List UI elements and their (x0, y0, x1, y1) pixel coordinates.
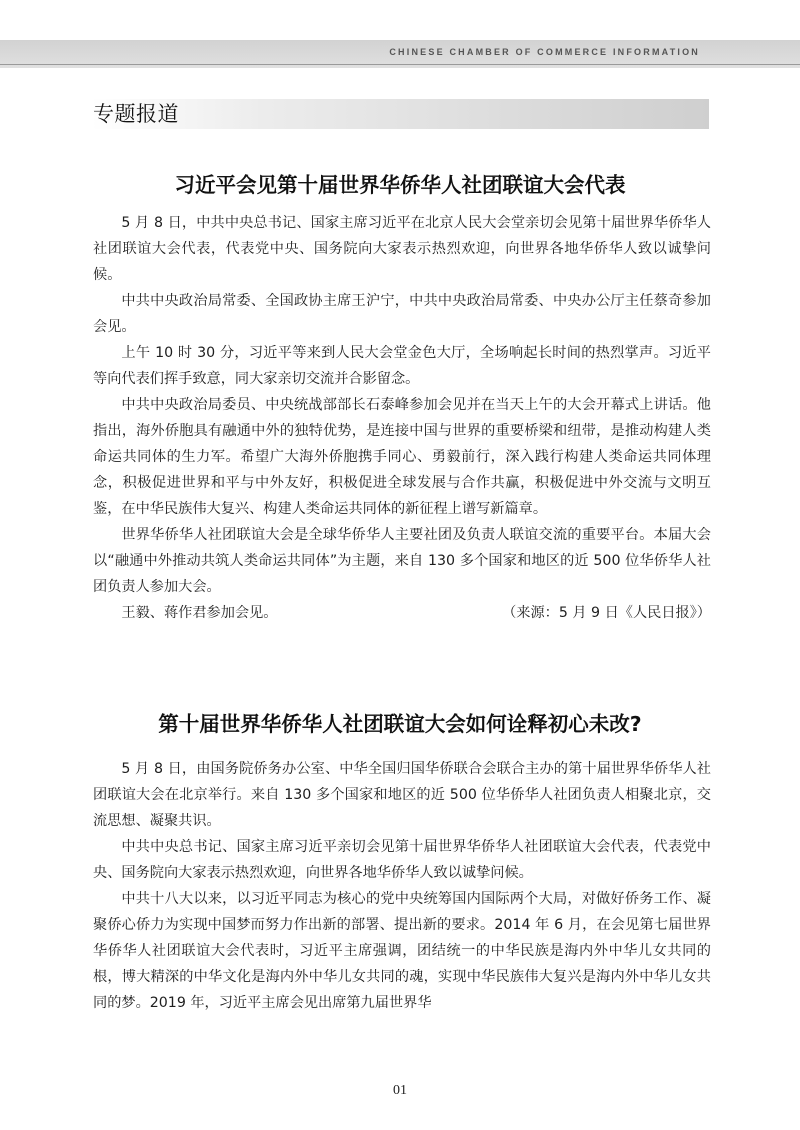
article-1-paragraph: 中共中央政治局委员、中央统战部部长石泰峰参加会见并在当天上午的大会开幕式上讲话。他指出，海外侨胞具有融通中外的独特优势，是连接中国与世界的重要桥梁和纽带，是推动构建人类命运共同体的生力军。希望广大海外侨胞携手同心、勇毅前行，深入践行构建人类命运共同体理念，积极促进世界和平与中外友好，积极促进全球发展与合作共赢，积极促进中外交流与文明互鉴，在中华民族伟大复兴、构建人类命运共同体的新征程上谱写新篇章。 (93, 397, 711, 517)
article-1-closing (93, 600, 711, 626)
article-1-paragraph: 上午 10 时 30 分，习近平等来到人民大会堂金色大厅，全场响起长时间的热烈掌声。习近平等向代表们挥手致意，同大家亲切交流并合影留念。 (93, 345, 711, 387)
header-rule (0, 64, 800, 65)
section-banner (91, 99, 709, 129)
article-1-paragraph: 5 月 8 日，中共中央总书记、国家主席习近平在北京人民大会堂亲切会见第十届世界华侨华人社团联谊大会代表，代表党中央、国务院向大家表示热烈欢迎，向世界各地华侨华人致以诚挚问候。 (93, 215, 711, 283)
article-1-title: 习近平会见第十届世界华侨华人社团联谊大会代表 (174, 173, 626, 197)
section-title: 专题报道 (93, 102, 179, 126)
article-1-paragraph: 世界华侨华人社团联谊大会是全球华侨华人主要社团及负责人联谊交流的重要平台。本届大会以“融通中外推动共筑人类命运共同体”为主题，来自 130 多个国家和地区的近 500 位华侨华人社团负责人参加大会。 (93, 527, 711, 595)
closing-line: 王毅、蒋作君参加会见。 (121, 605, 278, 621)
article-2-paragraph: 5 月 8 日，由国务院侨务办公室、中华全国归国华侨联合会联合主办的第十届世界华侨华人社团联谊大会在北京举行。来自 130 多个国家和地区的近 500 位华侨华人社团负责人相聚北京，交流思想、凝聚共识。 (93, 761, 711, 829)
article-2-body (93, 756, 711, 1016)
source-citation: （来源：5 月 9 日《人民日报》） (502, 605, 711, 621)
article-2-paragraph: 中共十八大以来，以习近平同志为核心的党中央统筹国内国际两个大局，对做好侨务工作、凝聚侨心侨力为实现中国梦而努力作出新的部署、提出新的要求。2014 年 6 月，在会见第七届世界华侨华人社团联谊大会代表时，习近平主席强调，团结统一的中华民族是海内外中华儿女共同的根，博大精深的中华文化是海内外中华儿女共同的魂，实现中华民族伟大复兴是海内外中华儿女共同的梦。2019 年，习近平主席会见出席第九届世界华 (93, 891, 711, 1011)
article-1-paragraph: 中共中央政治局常委、全国政协主席王沪宁，中共中央政治局常委、中央办公厅主任蔡奇参加会见。 (93, 293, 711, 335)
article-1-body (93, 210, 711, 626)
publication-name: CHINESE CHAMBER OF COMMERCE INFORMATION (389, 47, 700, 57)
article-2-title: 第十届世界华侨华人社团联谊大会如何诠释初心未改? (158, 712, 642, 736)
page-number: 01 (393, 1083, 407, 1098)
article-2-paragraph: 中共中央总书记、国家主席习近平亲切会见第十届世界华侨华人社团联谊大会代表，代表党中央、国务院向大家表示热烈欢迎，向世界各地华侨华人致以诚挚问候。 (93, 839, 711, 881)
